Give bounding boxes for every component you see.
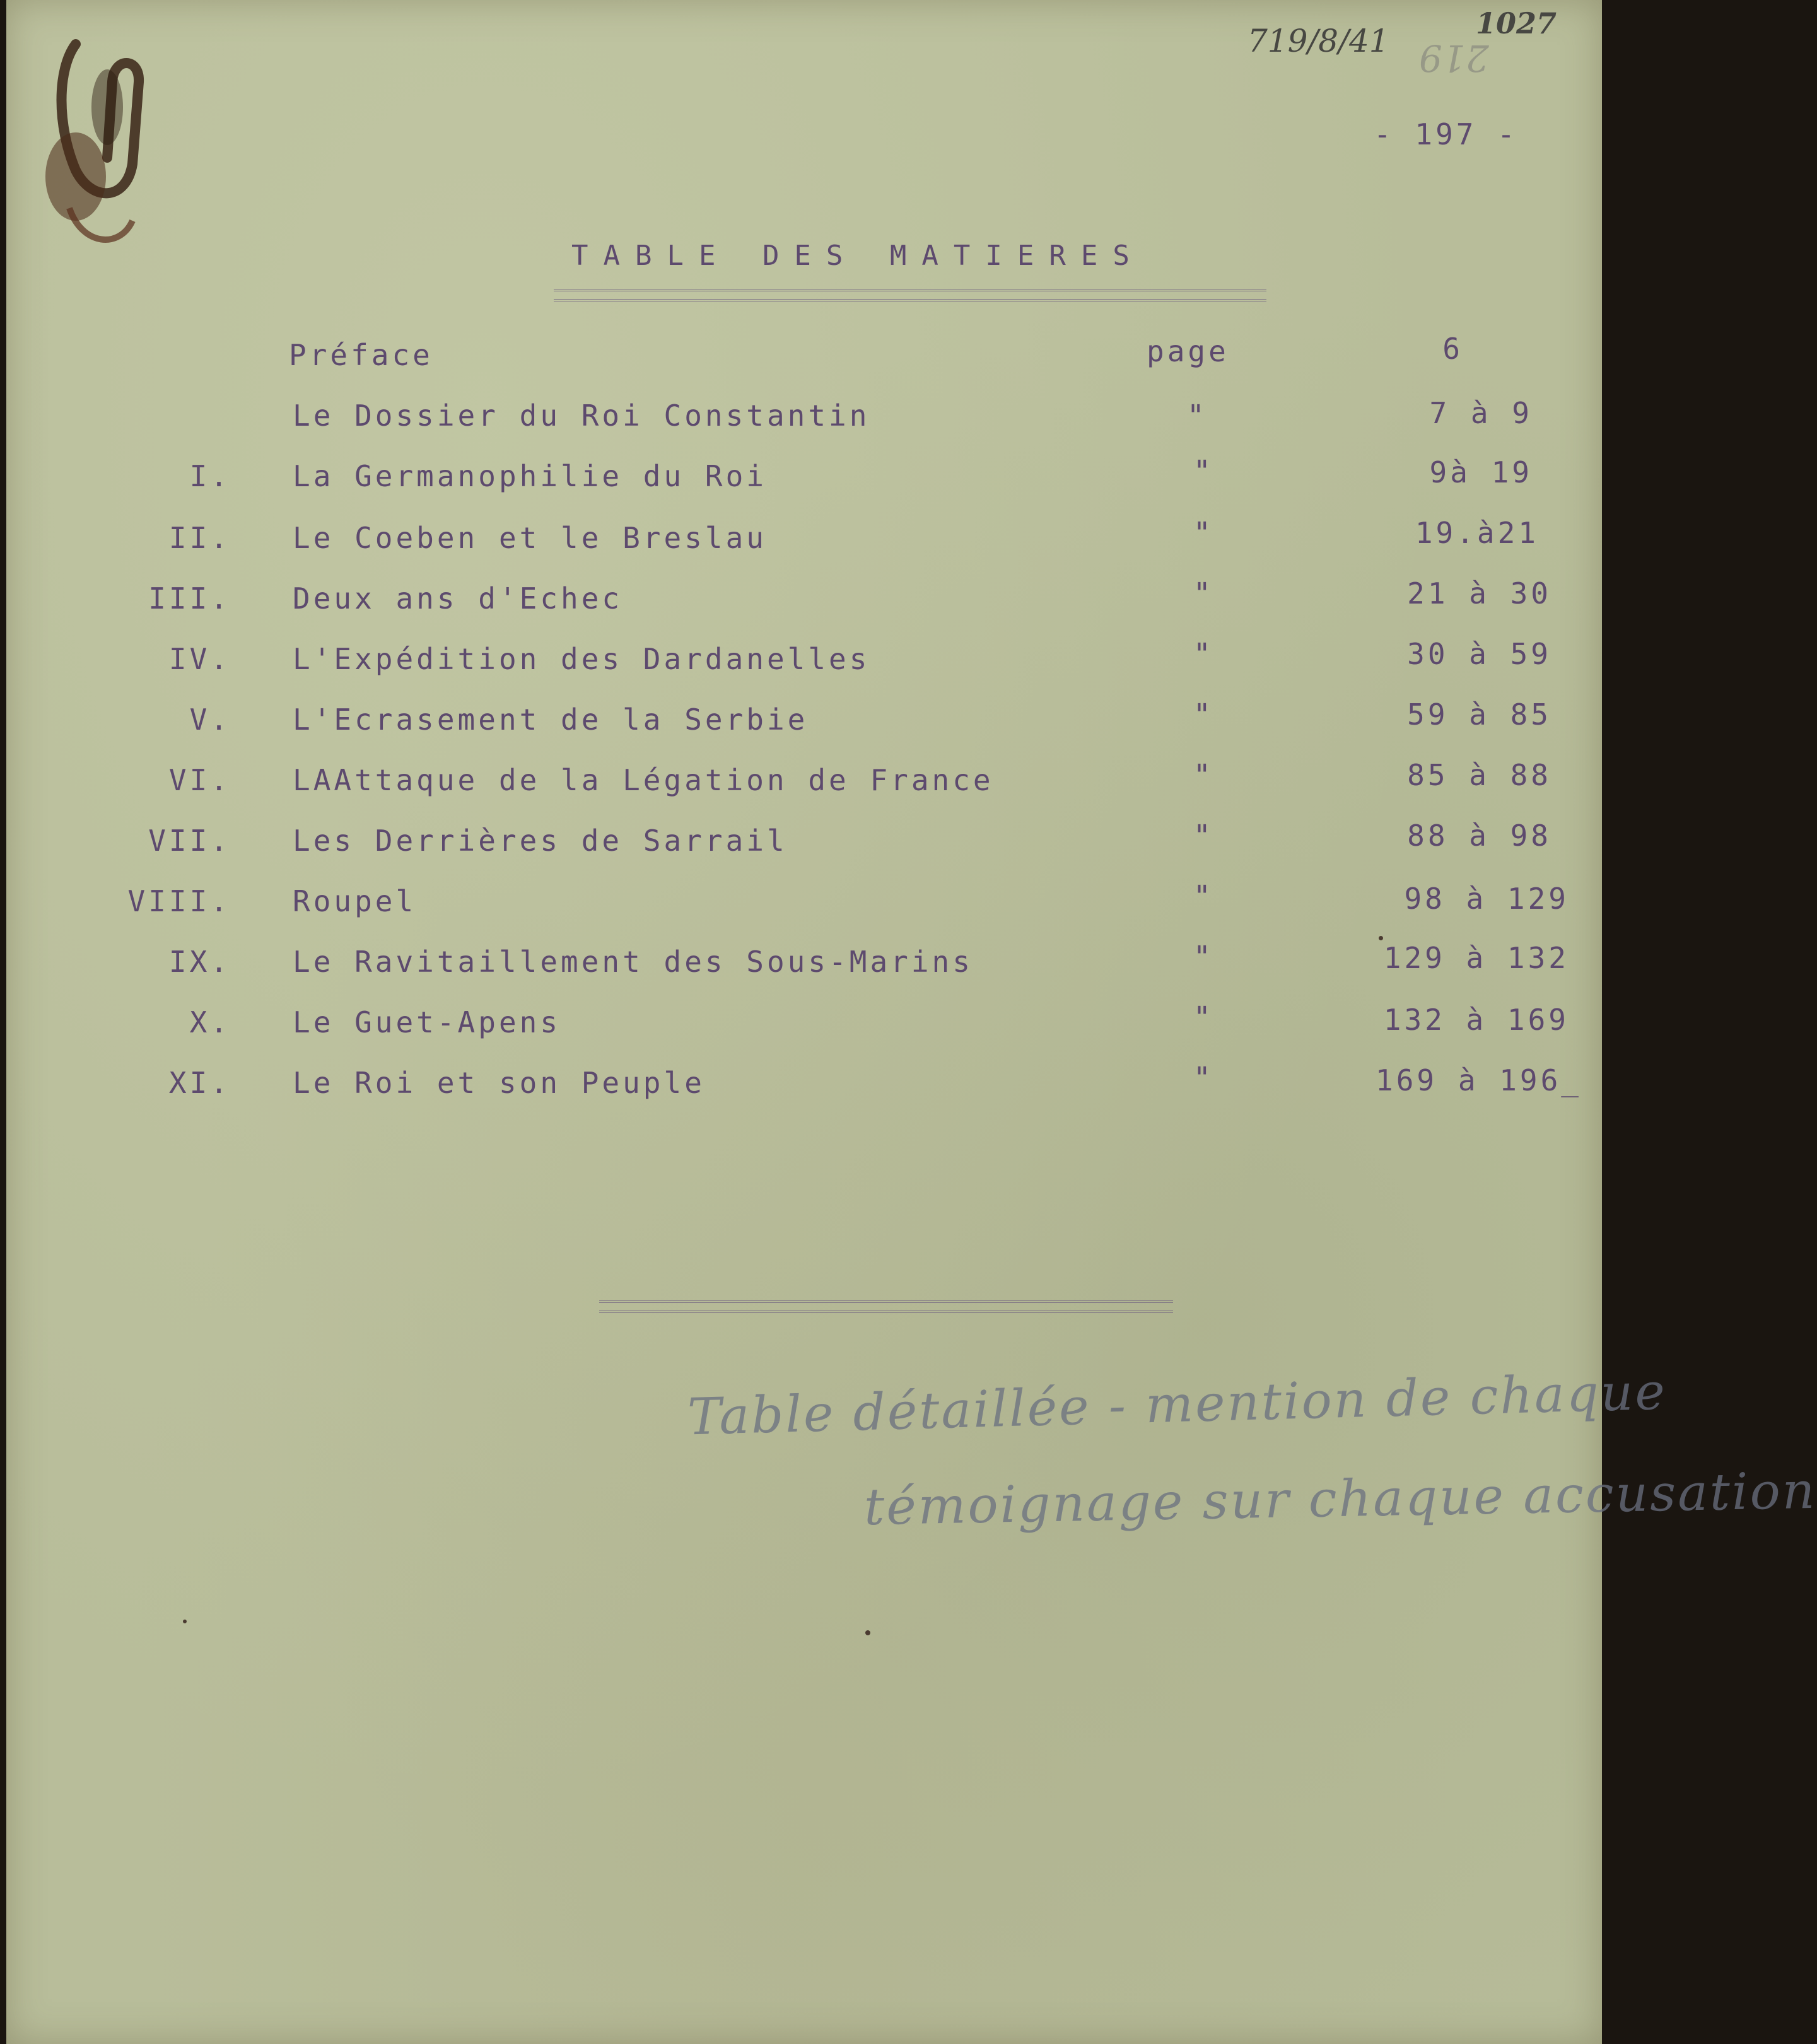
- toc-row-title: Le Guet-Apens: [293, 1005, 561, 1039]
- toc-row-pages: 21 à 30: [1407, 576, 1551, 610]
- toc-row-title: Roupel: [293, 884, 417, 918]
- toc-row-number: VI.: [168, 763, 231, 797]
- toc-row-title: L'Expédition des Dardanelles: [293, 642, 870, 676]
- page-title: TABLE DES MATIERES: [571, 240, 1145, 272]
- toc-row-number: V.: [189, 703, 231, 737]
- toc-row-title: Le Coeben et le Breslau: [293, 521, 767, 555]
- toc-row-number: I.: [189, 459, 231, 493]
- toc-row-ditto: ": [1193, 454, 1214, 488]
- toc-row-pages: 129 à 132: [1383, 941, 1569, 975]
- toc-row-number: IV.: [168, 642, 231, 676]
- toc-row-title: Le Dossier du Roi Constantin: [293, 399, 870, 433]
- toc-row-title: Les Derrières de Sarrail: [293, 824, 788, 858]
- stamp-mark: 219: [1419, 37, 1489, 79]
- toc-row-ditto: ": [1193, 1061, 1214, 1095]
- toc-row-ditto: ": [1193, 819, 1214, 853]
- toc-row-number: II.: [168, 521, 231, 555]
- toc-row-title: Le Ravitaillement des Sous-Marins: [293, 945, 973, 979]
- toc-row-pages: 30 à 59: [1407, 637, 1551, 671]
- toc-row-ditto: ": [1187, 399, 1208, 433]
- toc-row-pages: 85 à 88: [1407, 758, 1551, 792]
- page-number: - 197 -: [1374, 117, 1518, 151]
- toc-row-title: La Germanophilie du Roi: [293, 459, 767, 493]
- toc-row-pages: 9à 19: [1429, 455, 1533, 489]
- toc-row-ditto: ": [1193, 758, 1214, 792]
- paper-speck: [183, 1620, 187, 1623]
- toc-row-number: VII.: [148, 824, 231, 858]
- paper-clip-stain: [32, 32, 151, 259]
- toc-row-pages: 6: [1442, 332, 1463, 366]
- column-header-page: page: [1147, 334, 1229, 368]
- toc-row-pages: 59 à 85: [1407, 698, 1551, 732]
- closing-rule: [599, 1300, 1173, 1313]
- toc-row-ditto: ": [1193, 637, 1214, 671]
- archive-reference: 719/8/41: [1247, 23, 1389, 59]
- paper-speck: [1379, 936, 1383, 940]
- paper-speck: [865, 1630, 870, 1635]
- handwritten-note-line-1: Table détaillée - mention de chaque: [687, 1362, 1668, 1447]
- handwritten-note-line-2: témoignage sur chaque accusation: [863, 1461, 1817, 1537]
- toc-row-ditto: ": [1193, 940, 1214, 974]
- toc-row-number: IX.: [168, 945, 231, 979]
- toc-row-number: XI.: [168, 1066, 231, 1100]
- toc-row-pages: 19.à21: [1415, 516, 1539, 550]
- toc-row-pages: 132 à 169: [1383, 1003, 1569, 1037]
- document-sheet: [6, 0, 1817, 2044]
- toc-row-ditto: ": [1193, 698, 1214, 732]
- toc-row-pages: 169 à 196_: [1376, 1063, 1582, 1097]
- toc-row-number: III.: [148, 581, 231, 616]
- toc-row-ditto: ": [1193, 516, 1214, 550]
- toc-row-number: VIII.: [127, 884, 231, 918]
- toc-row-title: LAAttaque de la Légation de France: [293, 763, 994, 797]
- toc-row-pages: 98 à 129: [1404, 882, 1569, 916]
- toc-row-number: X.: [189, 1005, 231, 1039]
- toc-row-pages: 7 à 9: [1429, 396, 1533, 430]
- toc-row-pages: 88 à 98: [1407, 819, 1551, 853]
- toc-row-ditto: ": [1193, 1000, 1214, 1034]
- toc-row-title: L'Ecrasement de la Serbie: [293, 703, 809, 737]
- toc-row-ditto: ": [1193, 879, 1214, 913]
- toc-row-ditto: ": [1193, 576, 1214, 610]
- toc-row-title: Préface: [289, 338, 433, 372]
- folio-number: 1027: [1476, 6, 1557, 40]
- toc-row-title: Deux ans d'Echec: [293, 581, 623, 616]
- title-underline: [554, 289, 1266, 301]
- toc-row-title: Le Roi et son Peuple: [293, 1066, 705, 1100]
